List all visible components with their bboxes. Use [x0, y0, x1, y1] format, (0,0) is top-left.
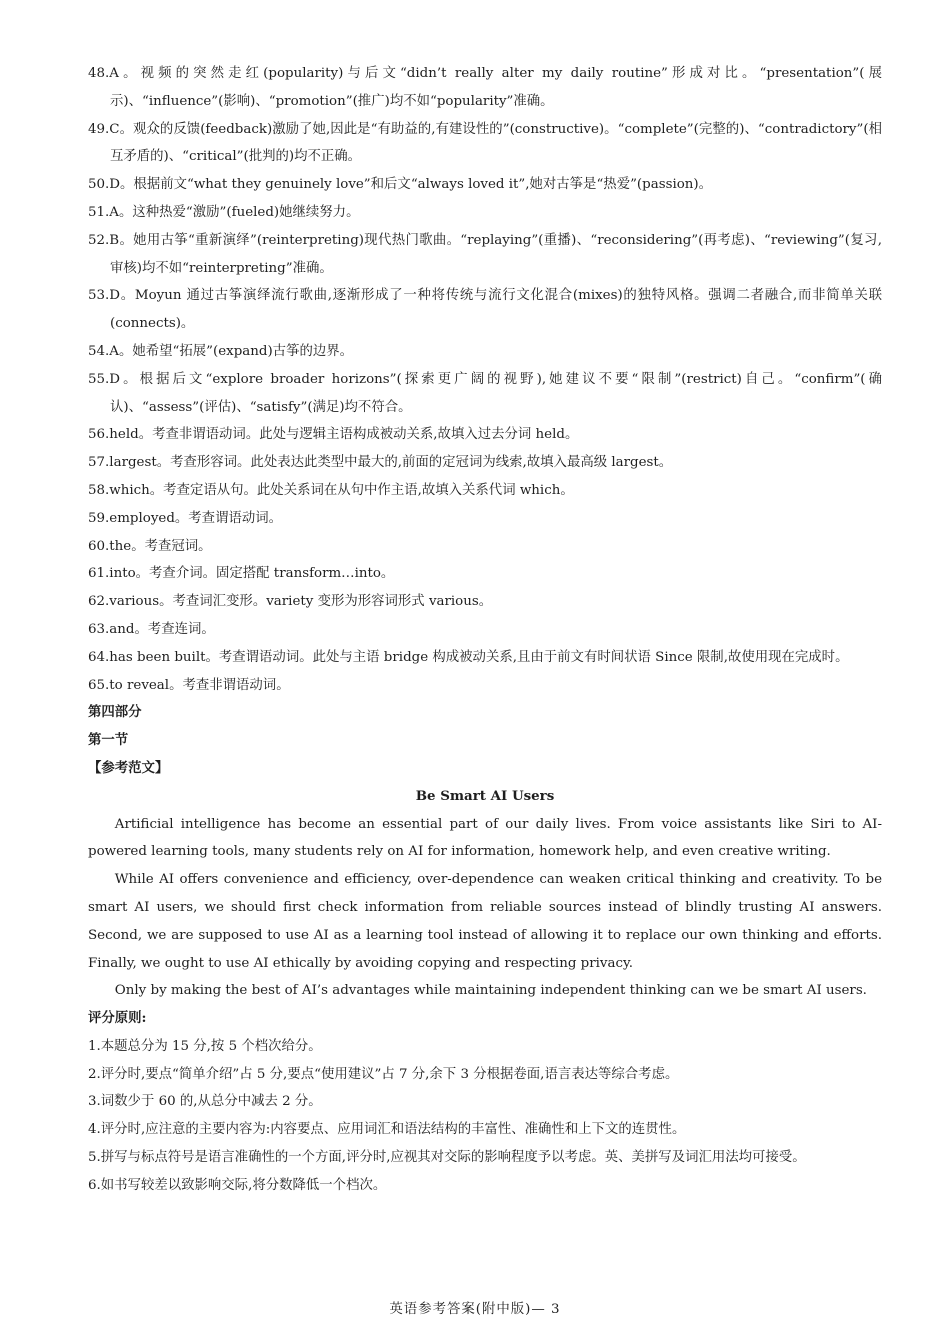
answer-51	[88, 199, 882, 227]
rule-text: 本题总分为 15 分,按 5 个档次给分。	[100, 1038, 322, 1054]
essay-title: Be Smart AI Users	[415, 787, 555, 804]
answer-text: C。观众的反馈(feedback)激励了她,因此是“有助益的,有建设性的”(constructive)。“complete”(完整的)、“contradictory”(相互矛盾的)、“critical”(批判的)均不正确。	[109, 121, 882, 165]
answer-text: D。根据后文“explore broader horizons”(探索更广阔的视野),她建议不要“限制”(restrict)自己。“confirm”(确认)、“assess”(评估)、“satisfy”(满足)均不符合。	[109, 371, 882, 415]
answer-text: employed。考查谓语动词。	[109, 510, 283, 526]
answer-number: 49.	[88, 121, 110, 137]
answer-number: 54.	[88, 343, 110, 359]
answer-65	[88, 672, 882, 700]
grading-title: 评分原则:	[88, 1010, 147, 1027]
rule-text: 如书写较差以致影响交际,将分数降低一个档次。	[100, 1177, 387, 1193]
part-heading: 第四部分	[88, 704, 142, 721]
grading-rule-6	[88, 1172, 882, 1200]
rule-text: 评分时,应注意的主要内容为:内容要点、应用词汇和语法结构的丰富性、准确性和上下文的连贯性。	[100, 1122, 686, 1138]
answer-number: 58.	[88, 482, 110, 498]
rule-number: 5.	[88, 1150, 101, 1166]
answer-48	[88, 60, 882, 116]
sample-essay-label: 【参考范文】	[88, 759, 169, 776]
answer-55	[88, 366, 882, 422]
grading-rule-5	[88, 1144, 882, 1172]
answer-number: 57.	[88, 455, 110, 471]
answer-56	[88, 421, 882, 449]
answer-62	[88, 588, 882, 616]
essay-paragraph-1: Artificial intelligence has become an essential part of our daily lives. From voice assistants like Siri to AI-powered learning tools, many students rely on AI for information, homework help, and even creative writing.	[88, 816, 882, 860]
answer-text: D。Moyun 通过古筝演绎流行歌曲,逐渐形成了一种将传统与流行文化混合(mixes)的独特风格。强调二者融合,而非简单关联(connects)。	[109, 288, 882, 332]
answer-49	[88, 116, 882, 172]
answer-text: B。她用古筝“重新演绎”(reinterpreting)现代热门歌曲。“replaying”(重播)、“reconsidering”(再考虑)、“reviewing”(复习,审核)均不如“reinterpreting”准确。	[109, 232, 882, 276]
answer-59	[88, 505, 882, 533]
rule-text: 拼写与标点符号是语言准确性的一个方面,评分时,应视其对交际的影响程度予以考虑。英、美拼写及词汇用法均可接受。	[100, 1150, 806, 1166]
answer-text: D。根据前文“what they genuinely love”和后文“always loved it”,她对古筝是“热爱”(passion)。	[109, 177, 713, 193]
answer-number: 60.	[88, 538, 110, 554]
answer-text: various。考查词汇变形。variety 变形为形容词形式 various。	[109, 594, 493, 610]
answer-number: 65.	[88, 677, 110, 693]
page-footer: 英语参考答案(附中版)— 3	[389, 1302, 561, 1317]
grading-rule-3	[88, 1088, 882, 1116]
answer-53	[88, 282, 882, 338]
answer-text: and。考查连词。	[109, 621, 215, 637]
answer-number: 48.	[88, 66, 110, 81]
answer-60	[88, 533, 882, 561]
answer-50	[88, 171, 882, 199]
rule-number: 2.	[88, 1066, 101, 1082]
answer-number: 62.	[88, 594, 110, 610]
answer-text: into。考查介词。固定搭配 transform…into。	[109, 566, 395, 582]
answer-text: A。视频的突然走红(popularity)与后文“didn’t really alter my daily routine”形成对比。“presentation”(展示)、“influence”(影响)、“promotion”(推广)均不如“popularity”准确。	[109, 66, 882, 109]
answer-text: A。这种热爱“激励”(fueled)她继续努力。	[109, 204, 360, 220]
answer-text: A。她希望“拓展”(expand)古筝的边界。	[109, 343, 354, 359]
answer-text: largest。考查形容词。此处表达此类型中最大的,前面的定冠词为线索,故填入最高级 largest。	[109, 455, 673, 471]
essay-paragraph-3: Only by making the best of AI’s advantages while maintaining independent thinking can we be smart AI users.	[114, 983, 867, 999]
rule-number: 6.	[88, 1177, 101, 1193]
answer-text: the。考查冠词。	[109, 538, 212, 554]
rule-number: 3.	[88, 1094, 101, 1110]
answer-61	[88, 560, 882, 588]
answer-52	[88, 227, 882, 283]
rule-number: 4.	[88, 1122, 101, 1138]
essay-paragraph-2: While AI offers convenience and efficiency, over-dependence can weaken critical thinking and creativity. To be smart AI users, we should first check information from reliable sources instead of blindly trusting AI answers. Second, we are supposed to use AI as a learning tool instead of allowing it to replace our own thinking and efforts. Finally, we ought to use AI ethically by avoiding copying and respecting privacy.	[88, 872, 882, 971]
answer-number: 53.	[88, 288, 110, 304]
answer-58	[88, 477, 882, 505]
document-body	[88, 60, 882, 1200]
answer-57	[88, 449, 882, 477]
answer-number: 51.	[88, 204, 110, 220]
answer-number: 64.	[88, 649, 110, 665]
section-heading: 第一节	[88, 732, 129, 749]
answer-54	[88, 338, 882, 366]
grading-rule-1	[88, 1033, 882, 1061]
answer-number: 61.	[88, 566, 110, 582]
rule-text: 词数少于 60 的,从总分中减去 2 分。	[100, 1094, 322, 1110]
grading-rules	[88, 1033, 882, 1200]
answer-text: has been built。考查谓语动词。此处与主语 bridge 构成被动关系,且由于前文有时间状语 Since 限制,故使用现在完成时。	[109, 649, 849, 665]
rule-text: 评分时,要点“简单介绍”占 5 分,要点“使用建议”占 7 分,余下 3 分根据卷面,语言表达等综合考虑。	[100, 1066, 679, 1082]
answer-63	[88, 616, 882, 644]
answer-number: 63.	[88, 621, 110, 637]
grading-rule-2	[88, 1061, 882, 1089]
answer-text: which。考查定语从句。此处关系词在从句中作主语,故填入关系代词 which。	[109, 482, 574, 498]
answer-number: 59.	[88, 510, 110, 526]
answer-text: to reveal。考查非谓语动词。	[109, 677, 290, 693]
grading-rule-4	[88, 1116, 882, 1144]
answer-number: 55.	[88, 371, 110, 387]
rule-number: 1.	[88, 1038, 101, 1054]
answer-64	[88, 644, 882, 672]
answer-list	[88, 60, 882, 699]
answer-text: held。考查非谓语动词。此处与逻辑主语构成被动关系,故填入过去分词 held。	[109, 427, 579, 443]
answer-number: 50.	[88, 177, 110, 193]
answer-number: 56.	[88, 427, 110, 443]
answer-number: 52.	[88, 232, 110, 248]
